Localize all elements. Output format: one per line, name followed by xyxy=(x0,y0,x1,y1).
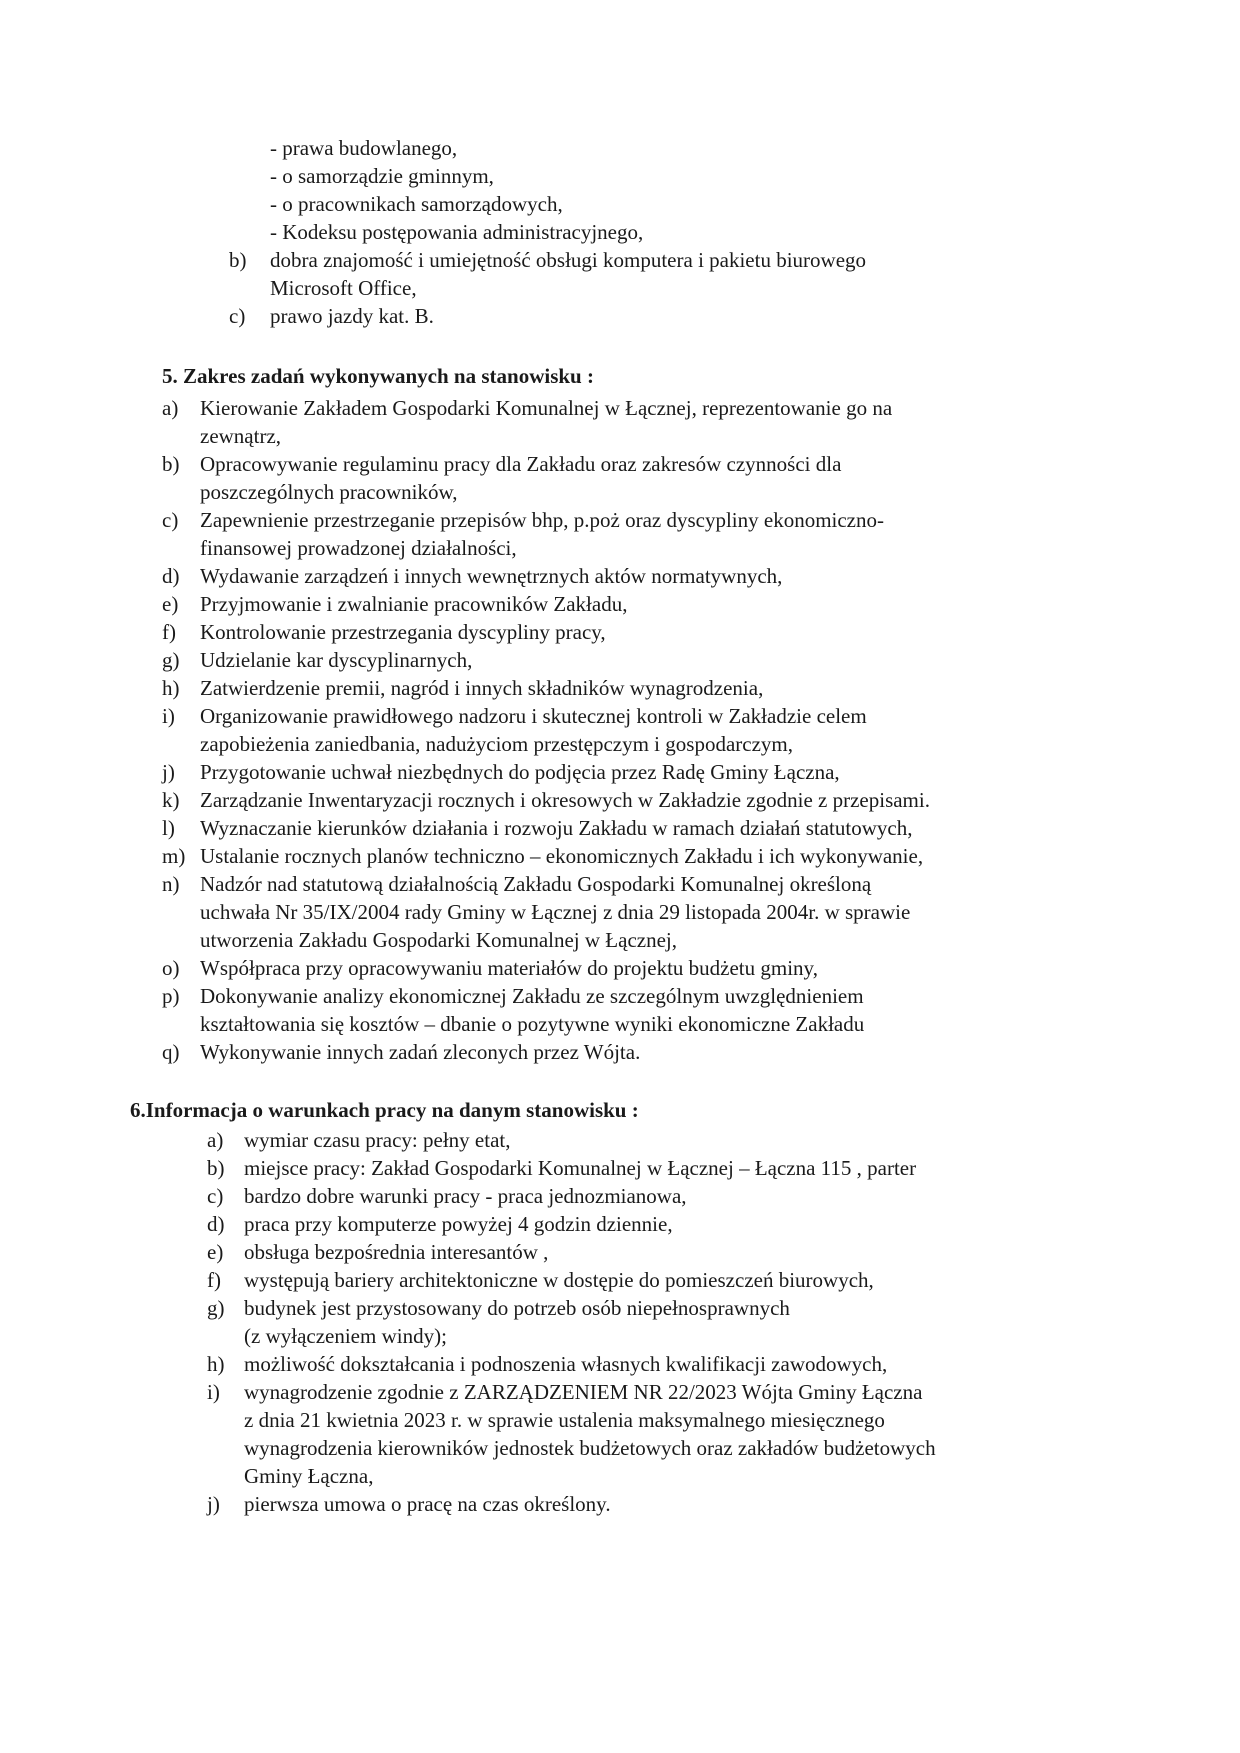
list-marker: c) xyxy=(207,1184,224,1208)
list-item-text: zewnątrz, xyxy=(200,424,282,448)
list-item-text: zapobieżenia zaniedbania, nadużyciom przestępczym i gospodarczym, xyxy=(200,732,793,756)
dash-item: - o samorządzie gminnym, xyxy=(270,164,494,188)
list-item-text: Microsoft Office, xyxy=(270,276,417,300)
list-item-text: prawo jazdy kat. B. xyxy=(270,304,434,328)
list-marker: f) xyxy=(207,1268,221,1292)
list-marker: c) xyxy=(162,508,179,532)
list-item-text: praca przy komputerze powyżej 4 godzin dziennie, xyxy=(244,1212,673,1236)
list-marker: p) xyxy=(162,984,180,1008)
list-item-text: Organizowanie prawidłowego nadzoru i skutecznej kontroli w Zakładzie celem xyxy=(200,704,867,728)
list-item-text: Opracowywanie regulaminu pracy dla Zakładu oraz zakresów czynności dla xyxy=(200,452,842,476)
list-item-text: wymiar czasu pracy: pełny etat, xyxy=(244,1128,511,1152)
list-marker: n) xyxy=(162,872,180,896)
list-marker: b) xyxy=(207,1156,225,1180)
list-item-text: dobra znajomość i umiejętność obsługi komputera i pakietu biurowego xyxy=(270,248,867,272)
list-item-text: miejsce pracy: Zakład Gospodarki Komunalnej w Łącznej – Łączna 115 , parter xyxy=(244,1156,917,1180)
list-item-text: utworzenia Zakładu Gospodarki Komunalnej w Łącznej, xyxy=(200,928,678,952)
list-item-text: występują bariery architektoniczne w dostępie do pomieszczeń biurowych, xyxy=(244,1268,874,1292)
list-marker: c) xyxy=(229,304,246,328)
list-marker: l) xyxy=(162,816,175,840)
list-marker: g) xyxy=(207,1296,225,1320)
list-item-text: wynagrodzenia kierowników jednostek budżetowych oraz zakładów budżetowych xyxy=(244,1436,936,1460)
list-item-text: bardzo dobre warunki pracy - praca jednozmianowa, xyxy=(244,1184,687,1208)
list-marker: i) xyxy=(162,704,175,728)
list-item-text: uchwała Nr 35/IX/2004 rady Gminy w Łącznej z dnia 29 listopada 2004r. w sprawie xyxy=(200,900,911,924)
list-marker: f) xyxy=(162,620,176,644)
list-marker: e) xyxy=(207,1240,224,1264)
list-item-text: finansowej prowadzonej działalności, xyxy=(200,536,517,560)
list-item-text: Kontrolowanie przestrzegania dyscypliny pracy, xyxy=(200,620,606,644)
list-item-text: (z wyłączeniem windy); xyxy=(244,1324,447,1348)
list-item-text: pierwsza umowa o pracę na czas określony. xyxy=(244,1492,611,1516)
list-marker: e) xyxy=(162,592,179,616)
list-item-text: budynek jest przystosowany do potrzeb osób niepełnosprawnych xyxy=(244,1296,790,1320)
list-marker: o) xyxy=(162,956,180,980)
list-marker: i) xyxy=(207,1380,220,1404)
list-item-text: Udzielanie kar dyscyplinarnych, xyxy=(200,648,473,672)
list-marker: a) xyxy=(207,1128,224,1152)
list-item-text: kształtowania się kosztów – dbanie o pozytywne wyniki ekonomiczne Zakładu xyxy=(200,1012,865,1036)
list-item-text: Przygotowanie uchwał niezbędnych do podjęcia przez Radę Gminy Łączna, xyxy=(200,760,840,784)
list-item-text: poszczególnych pracowników, xyxy=(200,480,458,504)
list-marker: m) xyxy=(162,844,186,868)
list-marker: j) xyxy=(207,1492,220,1516)
list-item-text: wynagrodzenie zgodnie z ZARZĄDZENIEM NR 22/2023 Wójta Gminy Łączna xyxy=(244,1380,923,1404)
list-item-text: obsługa bezpośrednia interesantów , xyxy=(244,1240,549,1264)
list-marker: d) xyxy=(207,1212,225,1236)
list-marker: b) xyxy=(229,248,247,272)
list-marker: g) xyxy=(162,648,180,672)
list-marker: a) xyxy=(162,396,179,420)
section-6-heading: 6.Informacja o warunkach pracy na danym stanowisku : xyxy=(130,1098,639,1122)
list-item-text: Kierowanie Zakładem Gospodarki Komunalnej w Łącznej, reprezentowanie go na xyxy=(200,396,893,420)
list-marker: k) xyxy=(162,788,180,812)
list-item-text: Zapewnienie przestrzeganie przepisów bhp, p.poż oraz dyscypliny ekonomiczno- xyxy=(200,508,884,532)
list-marker: q) xyxy=(162,1040,180,1064)
list-marker: h) xyxy=(207,1352,225,1376)
list-marker: h) xyxy=(162,676,180,700)
list-item-text: Przyjmowanie i zwalnianie pracowników Zakładu, xyxy=(200,592,628,616)
list-item-text: Nadzór nad statutową działalnością Zakładu Gospodarki Komunalnej określoną xyxy=(200,872,872,896)
list-item-text: Wydawanie zarządzeń i innych wewnętrznych aktów normatywnych, xyxy=(200,564,783,588)
list-item-text: z dnia 21 kwietnia 2023 r. w sprawie ustalenia maksymalnego miesięcznego xyxy=(244,1408,885,1432)
list-item-text: Dokonywanie analizy ekonomicznej Zakładu ze szczególnym uwzględnieniem xyxy=(200,984,864,1008)
list-item-text: Zarządzanie Inwentaryzacji rocznych i okresowych w Zakładzie zgodnie z przepisami. xyxy=(200,788,930,812)
dash-item: - Kodeksu postępowania administracyjnego, xyxy=(270,220,644,244)
list-item-text: możliwość dokształcania i podnoszenia własnych kwalifikacji zawodowych, xyxy=(244,1352,888,1376)
list-item-text: Współpraca przy opracowywaniu materiałów do projektu budżetu gminy, xyxy=(200,956,818,980)
list-item-text: Wyznaczanie kierunków działania i rozwoju Zakładu w ramach działań statutowych, xyxy=(200,816,913,840)
list-marker: d) xyxy=(162,564,180,588)
section-5-heading: 5. Zakres zadań wykonywanych na stanowisku : xyxy=(162,364,594,388)
dash-item: - o pracownikach samorządowych, xyxy=(270,192,563,216)
list-marker: b) xyxy=(162,452,180,476)
list-marker: j) xyxy=(162,760,175,784)
list-item-text: Wykonywanie innych zadań zleconych przez Wójta. xyxy=(200,1040,641,1064)
list-item-text: Ustalanie rocznych planów techniczno – ekonomicznych Zakładu i ich wykonywanie, xyxy=(200,844,924,868)
list-item-text: Gminy Łączna, xyxy=(244,1464,374,1488)
dash-item: - prawa budowlanego, xyxy=(270,136,458,160)
list-item-text: Zatwierdzenie premii, nagród i innych składników wynagrodzenia, xyxy=(200,676,764,700)
